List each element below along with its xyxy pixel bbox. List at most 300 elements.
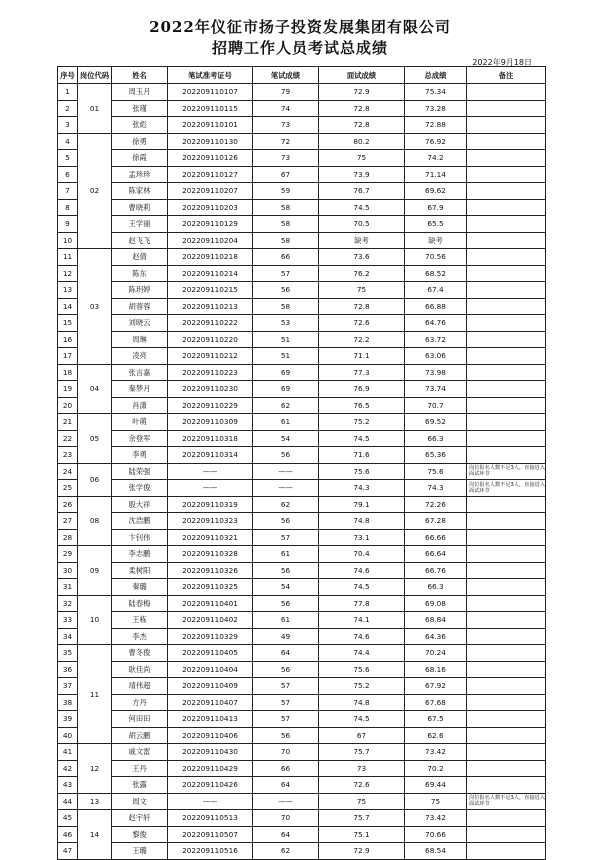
written-score: 56 bbox=[253, 595, 319, 612]
written-score: 53 bbox=[253, 315, 319, 332]
interview-score: 75 bbox=[319, 150, 405, 167]
remark bbox=[467, 199, 546, 216]
interview-score: 74.5 bbox=[319, 430, 405, 447]
ticket-number: 202209110406 bbox=[168, 727, 253, 744]
candidate-name: 王栋 bbox=[112, 612, 168, 629]
written-score: 62 bbox=[253, 843, 319, 860]
row-number: 8 bbox=[58, 199, 78, 216]
header-total-score: 总成绩 bbox=[405, 67, 467, 84]
written-score: 79 bbox=[253, 84, 319, 101]
total-score: 66.64 bbox=[405, 546, 467, 563]
row-number: 28 bbox=[58, 529, 78, 546]
interview-score: 77.8 bbox=[319, 595, 405, 612]
ticket-number: 202209110213 bbox=[168, 298, 253, 315]
written-score: 62 bbox=[253, 496, 319, 513]
candidate-name: 陆春梅 bbox=[112, 595, 168, 612]
table-row bbox=[58, 612, 546, 629]
total-score: 72.88 bbox=[405, 117, 467, 134]
table-row bbox=[58, 793, 546, 810]
interview-score: 70.4 bbox=[319, 546, 405, 563]
row-number: 34 bbox=[58, 628, 78, 645]
remark: 岗位报名人数不足3人，直接进入面试环节 bbox=[467, 480, 546, 497]
table-row bbox=[58, 199, 546, 216]
total-score: 67.9 bbox=[405, 199, 467, 216]
table-row bbox=[58, 397, 546, 414]
total-score: 70.24 bbox=[405, 645, 467, 662]
remark bbox=[467, 150, 546, 167]
row-number: 5 bbox=[58, 150, 78, 167]
total-score: 63.06 bbox=[405, 348, 467, 365]
interview-score: 71.1 bbox=[319, 348, 405, 365]
header-interview-score: 面试成绩 bbox=[319, 67, 405, 84]
row-number: 38 bbox=[58, 694, 78, 711]
header-no: 序号 bbox=[58, 67, 78, 84]
row-number: 36 bbox=[58, 661, 78, 678]
candidate-name: 张言嘉 bbox=[112, 364, 168, 381]
written-score: 73 bbox=[253, 117, 319, 134]
total-score: 69.62 bbox=[405, 183, 467, 200]
ticket-number: 202209110101 bbox=[168, 117, 253, 134]
row-number: 11 bbox=[58, 249, 78, 266]
header-remark: 备注 bbox=[467, 67, 546, 84]
row-number: 47 bbox=[58, 843, 78, 860]
interview-score: 75.6 bbox=[319, 661, 405, 678]
ticket-number: 202209110115 bbox=[168, 100, 253, 117]
written-score: 62 bbox=[253, 397, 319, 414]
remark bbox=[467, 183, 546, 200]
candidate-name: 曹晓莉 bbox=[112, 199, 168, 216]
row-number: 1 bbox=[58, 84, 78, 101]
row-number: 12 bbox=[58, 265, 78, 282]
remark bbox=[467, 711, 546, 728]
total-score: 65.36 bbox=[405, 447, 467, 464]
written-score: 57 bbox=[253, 694, 319, 711]
remark bbox=[467, 348, 546, 365]
ticket-number: 202209110220 bbox=[168, 331, 253, 348]
candidate-name: 徐霞 bbox=[112, 150, 168, 167]
table-row bbox=[58, 480, 546, 497]
total-score: 70.56 bbox=[405, 249, 467, 266]
total-score: 71.14 bbox=[405, 166, 467, 183]
row-number: 17 bbox=[58, 348, 78, 365]
total-score: 69.08 bbox=[405, 595, 467, 612]
candidate-name: 何田田 bbox=[112, 711, 168, 728]
ticket-number: —— bbox=[168, 480, 253, 497]
remark bbox=[467, 331, 546, 348]
written-score: 49 bbox=[253, 628, 319, 645]
candidate-name: 戚文雷 bbox=[112, 744, 168, 761]
written-score: 72 bbox=[253, 133, 319, 150]
interview-score: 74.1 bbox=[319, 612, 405, 629]
row-number: 9 bbox=[58, 216, 78, 233]
ticket-number: 202209110107 bbox=[168, 84, 253, 101]
table-row bbox=[58, 100, 546, 117]
row-number: 20 bbox=[58, 397, 78, 414]
table-row bbox=[58, 183, 546, 200]
candidate-name: 李杰 bbox=[112, 628, 168, 645]
ticket-number: 202209110404 bbox=[168, 661, 253, 678]
candidate-name: 陆荣强 bbox=[112, 463, 168, 480]
row-number: 23 bbox=[58, 447, 78, 464]
total-score: 66.3 bbox=[405, 430, 467, 447]
candidate-name: 秦梦月 bbox=[112, 381, 168, 398]
header-position-code: 岗位代码 bbox=[78, 67, 112, 84]
position-code: 10 bbox=[78, 595, 112, 645]
row-number: 7 bbox=[58, 183, 78, 200]
written-score: —— bbox=[253, 480, 319, 497]
row-number: 37 bbox=[58, 678, 78, 695]
table-row bbox=[58, 513, 546, 530]
table-row bbox=[58, 628, 546, 645]
row-number: 40 bbox=[58, 727, 78, 744]
total-score: 66.66 bbox=[405, 529, 467, 546]
remark bbox=[467, 546, 546, 563]
position-code: 04 bbox=[78, 364, 112, 414]
remark bbox=[467, 513, 546, 530]
remark bbox=[467, 298, 546, 315]
ticket-number: 202209110413 bbox=[168, 711, 253, 728]
document-date: 2022年9月18日 bbox=[472, 58, 532, 67]
table-row bbox=[58, 117, 546, 134]
ticket-number: 202209110129 bbox=[168, 216, 253, 233]
candidate-name: 孟珍珍 bbox=[112, 166, 168, 183]
interview-score: 76.2 bbox=[319, 265, 405, 282]
candidate-name: 卞钊伟 bbox=[112, 529, 168, 546]
candidate-name: 方丹 bbox=[112, 694, 168, 711]
row-number: 45 bbox=[58, 810, 78, 827]
candidate-name: 王丹 bbox=[112, 760, 168, 777]
total-score: 68.52 bbox=[405, 265, 467, 282]
ticket-number: 202209110204 bbox=[168, 232, 253, 249]
row-number: 19 bbox=[58, 381, 78, 398]
written-score: 61 bbox=[253, 546, 319, 563]
written-score: 69 bbox=[253, 364, 319, 381]
table-row bbox=[58, 694, 546, 711]
remark bbox=[467, 645, 546, 662]
ticket-number: 202209110321 bbox=[168, 529, 253, 546]
ticket-number: 202209110319 bbox=[168, 496, 253, 513]
table-row bbox=[58, 579, 546, 596]
table-row bbox=[58, 150, 546, 167]
remark bbox=[467, 612, 546, 629]
table-row bbox=[58, 381, 546, 398]
table-row bbox=[58, 810, 546, 827]
ticket-number: 202209110126 bbox=[168, 150, 253, 167]
row-number: 29 bbox=[58, 546, 78, 563]
candidate-name: 殷大祥 bbox=[112, 496, 168, 513]
candidate-name: 张学俊 bbox=[112, 480, 168, 497]
written-score: 61 bbox=[253, 612, 319, 629]
remark bbox=[467, 777, 546, 794]
written-score: 70 bbox=[253, 744, 319, 761]
written-score: 51 bbox=[253, 348, 319, 365]
interview-score: 79.1 bbox=[319, 496, 405, 513]
position-code: 11 bbox=[78, 645, 112, 744]
ticket-number: 202209110222 bbox=[168, 315, 253, 332]
total-score: 73.42 bbox=[405, 810, 467, 827]
written-score: 66 bbox=[253, 760, 319, 777]
row-number: 2 bbox=[58, 100, 78, 117]
interview-score: 74.6 bbox=[319, 562, 405, 579]
table-row bbox=[58, 645, 546, 662]
table-row bbox=[58, 282, 546, 299]
remark bbox=[467, 595, 546, 612]
row-number: 3 bbox=[58, 117, 78, 134]
interview-score: 74.5 bbox=[319, 199, 405, 216]
row-number: 6 bbox=[58, 166, 78, 183]
row-number: 10 bbox=[58, 232, 78, 249]
total-score: 缺考 bbox=[405, 232, 467, 249]
ticket-number: 202209110215 bbox=[168, 282, 253, 299]
ticket-number: 202209110513 bbox=[168, 810, 253, 827]
remark bbox=[467, 678, 546, 695]
total-score: 68.54 bbox=[405, 843, 467, 860]
ticket-number: 202209110230 bbox=[168, 381, 253, 398]
table-row bbox=[58, 166, 546, 183]
table-row bbox=[58, 711, 546, 728]
interview-score: 72.8 bbox=[319, 100, 405, 117]
interview-score: 74.5 bbox=[319, 711, 405, 728]
row-number: 25 bbox=[58, 480, 78, 497]
interview-score: 74.5 bbox=[319, 579, 405, 596]
interview-score: 72.8 bbox=[319, 298, 405, 315]
interview-score: 73.9 bbox=[319, 166, 405, 183]
ticket-number: 202209110426 bbox=[168, 777, 253, 794]
remark bbox=[467, 496, 546, 513]
candidate-name: 沈浩鹏 bbox=[112, 513, 168, 530]
interview-score: 74.4 bbox=[319, 645, 405, 662]
interview-score: 73.1 bbox=[319, 529, 405, 546]
ticket-number: 202209110402 bbox=[168, 612, 253, 629]
remark bbox=[467, 414, 546, 431]
ticket-number: 202209110405 bbox=[168, 645, 253, 662]
remark bbox=[467, 216, 546, 233]
written-score: 56 bbox=[253, 282, 319, 299]
total-score: 66.88 bbox=[405, 298, 467, 315]
candidate-name: 李勇 bbox=[112, 447, 168, 464]
ticket-number: 202209110214 bbox=[168, 265, 253, 282]
written-score: 57 bbox=[253, 265, 319, 282]
interview-score: 71.6 bbox=[319, 447, 405, 464]
written-score: 56 bbox=[253, 513, 319, 530]
ticket-number: 202209110309 bbox=[168, 414, 253, 431]
table-row bbox=[58, 447, 546, 464]
remark bbox=[467, 364, 546, 381]
interview-score: 75.7 bbox=[319, 744, 405, 761]
candidate-name: 胡云鹏 bbox=[112, 727, 168, 744]
interview-score: 75.7 bbox=[319, 810, 405, 827]
candidate-name: 周玉月 bbox=[112, 84, 168, 101]
position-code: 02 bbox=[78, 133, 112, 249]
table-row bbox=[58, 84, 546, 101]
written-score: 54 bbox=[253, 579, 319, 596]
written-score: 56 bbox=[253, 447, 319, 464]
total-score: 73.28 bbox=[405, 100, 467, 117]
written-score: 69 bbox=[253, 381, 319, 398]
interview-score: 76.9 bbox=[319, 381, 405, 398]
candidate-name: 柔树阳 bbox=[112, 562, 168, 579]
header-name: 姓名 bbox=[112, 67, 168, 84]
total-score: 69.52 bbox=[405, 414, 467, 431]
written-score: 56 bbox=[253, 727, 319, 744]
interview-score: 75.6 bbox=[319, 463, 405, 480]
table-row bbox=[58, 661, 546, 678]
candidate-name: 赵倩 bbox=[112, 249, 168, 266]
row-number: 41 bbox=[58, 744, 78, 761]
interview-score: 76.5 bbox=[319, 397, 405, 414]
candidate-name: 耿佳尚 bbox=[112, 661, 168, 678]
row-number: 44 bbox=[58, 793, 78, 810]
candidate-name: 曹冬俊 bbox=[112, 645, 168, 662]
candidate-name: 张彪 bbox=[112, 117, 168, 134]
ticket-number: 202209110409 bbox=[168, 678, 253, 695]
position-code: 06 bbox=[78, 463, 112, 496]
row-number: 21 bbox=[58, 414, 78, 431]
interview-score: 72.6 bbox=[319, 315, 405, 332]
candidate-name: 余登军 bbox=[112, 430, 168, 447]
ticket-number: 202209110314 bbox=[168, 447, 253, 464]
table-row bbox=[58, 249, 546, 266]
row-number: 42 bbox=[58, 760, 78, 777]
remark bbox=[467, 843, 546, 860]
interview-score: 72.8 bbox=[319, 117, 405, 134]
interview-score: 74.6 bbox=[319, 628, 405, 645]
remark bbox=[467, 694, 546, 711]
table-row bbox=[58, 826, 546, 843]
interview-score: 75.2 bbox=[319, 414, 405, 431]
ticket-number: 202209110130 bbox=[168, 133, 253, 150]
remark bbox=[467, 826, 546, 843]
row-number: 16 bbox=[58, 331, 78, 348]
table-row bbox=[58, 777, 546, 794]
interview-score: 74.8 bbox=[319, 694, 405, 711]
remark: 岗位报名人数不足3人，直接进入面试环节 bbox=[467, 463, 546, 480]
candidate-name: 赵宇轩 bbox=[112, 810, 168, 827]
candidate-name: 张露 bbox=[112, 777, 168, 794]
candidate-name: 王璐 bbox=[112, 843, 168, 860]
remark bbox=[467, 628, 546, 645]
row-number: 31 bbox=[58, 579, 78, 596]
remark bbox=[467, 529, 546, 546]
header-written-score: 笔试成绩 bbox=[253, 67, 319, 84]
written-score: —— bbox=[253, 463, 319, 480]
candidate-name: 靖伟超 bbox=[112, 678, 168, 695]
ticket-number: 202209110401 bbox=[168, 595, 253, 612]
row-number: 4 bbox=[58, 133, 78, 150]
total-score: 67.92 bbox=[405, 678, 467, 695]
interview-score: 74.8 bbox=[319, 513, 405, 530]
total-score: 68.16 bbox=[405, 661, 467, 678]
ticket-number: 202209110430 bbox=[168, 744, 253, 761]
candidate-name: 徐勇 bbox=[112, 133, 168, 150]
written-score: 51 bbox=[253, 331, 319, 348]
total-score: 63.72 bbox=[405, 331, 467, 348]
row-number: 26 bbox=[58, 496, 78, 513]
written-score: 67 bbox=[253, 166, 319, 183]
written-score: 64 bbox=[253, 645, 319, 662]
written-score: 58 bbox=[253, 298, 319, 315]
interview-score: 75.1 bbox=[319, 826, 405, 843]
row-number: 14 bbox=[58, 298, 78, 315]
written-score: 58 bbox=[253, 216, 319, 233]
ticket-number: 202209110229 bbox=[168, 397, 253, 414]
candidate-name: 叶萌 bbox=[112, 414, 168, 431]
interview-score: 75 bbox=[319, 793, 405, 810]
ticket-number: 202209110328 bbox=[168, 546, 253, 563]
interview-score: 72.9 bbox=[319, 843, 405, 860]
table-row bbox=[58, 727, 546, 744]
total-score: 74.2 bbox=[405, 150, 467, 167]
table-row bbox=[58, 133, 546, 150]
total-score: 62.6 bbox=[405, 727, 467, 744]
position-code: 01 bbox=[78, 84, 112, 134]
table-row bbox=[58, 298, 546, 315]
remark: 岗位报名人数不足3人，直接进入面试环节 bbox=[467, 793, 546, 810]
written-score: 57 bbox=[253, 711, 319, 728]
candidate-name: 周文 bbox=[112, 793, 168, 810]
ticket-number: 202209110127 bbox=[168, 166, 253, 183]
candidate-name: 胡蓉蓉 bbox=[112, 298, 168, 315]
total-score: 73.98 bbox=[405, 364, 467, 381]
remark bbox=[467, 232, 546, 249]
written-score: 64 bbox=[253, 826, 319, 843]
remark bbox=[467, 562, 546, 579]
results-table bbox=[57, 66, 546, 860]
table-row bbox=[58, 562, 546, 579]
total-score: 67.68 bbox=[405, 694, 467, 711]
total-score: 75.6 bbox=[405, 463, 467, 480]
written-score: 59 bbox=[253, 183, 319, 200]
table-row bbox=[58, 315, 546, 332]
candidate-name: 秦璐 bbox=[112, 579, 168, 596]
table-row bbox=[58, 678, 546, 695]
remark bbox=[467, 100, 546, 117]
ticket-number: —— bbox=[168, 793, 253, 810]
ticket-number: 202209110207 bbox=[168, 183, 253, 200]
interview-score: 76.7 bbox=[319, 183, 405, 200]
table-row bbox=[58, 232, 546, 249]
row-number: 13 bbox=[58, 282, 78, 299]
interview-score: 75.2 bbox=[319, 678, 405, 695]
written-score: 61 bbox=[253, 414, 319, 431]
total-score: 70.2 bbox=[405, 760, 467, 777]
row-number: 18 bbox=[58, 364, 78, 381]
row-number: 35 bbox=[58, 645, 78, 662]
interview-score: 67 bbox=[319, 727, 405, 744]
interview-score: 80.2 bbox=[319, 133, 405, 150]
total-score: 76.92 bbox=[405, 133, 467, 150]
total-score: 73.74 bbox=[405, 381, 467, 398]
candidate-name: 赵飞飞 bbox=[112, 232, 168, 249]
table-row bbox=[58, 331, 546, 348]
total-score: 65.5 bbox=[405, 216, 467, 233]
written-score: 56 bbox=[253, 661, 319, 678]
table-row bbox=[58, 546, 546, 563]
position-code: 05 bbox=[78, 414, 112, 464]
remark bbox=[467, 315, 546, 332]
candidate-name: 陈玥婷 bbox=[112, 282, 168, 299]
ticket-number: 202209110325 bbox=[168, 579, 253, 596]
ticket-number: 202209110203 bbox=[168, 199, 253, 216]
row-number: 39 bbox=[58, 711, 78, 728]
ticket-number: 202209110429 bbox=[168, 760, 253, 777]
remark bbox=[467, 744, 546, 761]
row-number: 43 bbox=[58, 777, 78, 794]
interview-score: 73 bbox=[319, 760, 405, 777]
total-score: 72.26 bbox=[405, 496, 467, 513]
table-row bbox=[58, 216, 546, 233]
remark bbox=[467, 397, 546, 414]
